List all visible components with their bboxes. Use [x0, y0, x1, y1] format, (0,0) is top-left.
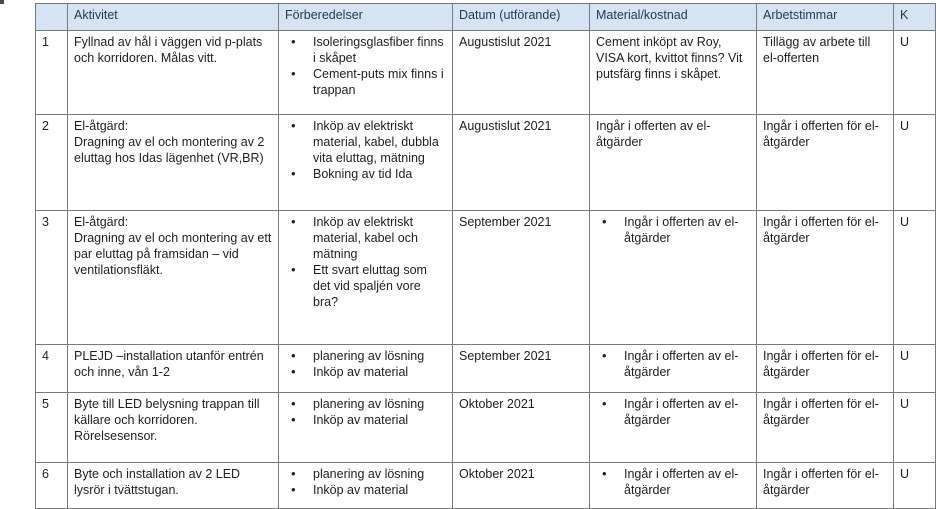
cell-material [590, 211, 757, 345]
cell-arbetstimmar: Ingår i offerten för el-åtgärder [757, 115, 894, 211]
cell-datum: Augustislut 2021 [453, 31, 590, 115]
cell-material [590, 345, 757, 393]
cell-forberedelser-list [285, 348, 446, 380]
aktivitet-line: Dragning av el och montering av ett par eluttag på framsidan – vid ventilationsfläkt. [74, 231, 272, 277]
cell-material [590, 463, 757, 509]
list-item: • Ingår i offerten av el-åtgärder [614, 214, 750, 246]
cell-aktivitet [68, 345, 279, 393]
cell-datum: Oktober 2021 [453, 463, 590, 509]
list-item: • Ingår i offerten av el-åtgärder [614, 348, 750, 380]
cell-aktivitet [68, 31, 279, 115]
header-num [36, 4, 68, 31]
table-row [36, 393, 936, 463]
cell-material: Ingår i offerten av el-åtgärder [590, 115, 757, 211]
cell-datum: Augustislut 2021 [453, 115, 590, 211]
header-forberedelser: Förberedelser [279, 4, 453, 31]
header-row [36, 4, 936, 31]
page-corner-marker [0, 0, 4, 4]
aktivitet-line: Byte till LED belysning trappan till källare och korridoren. Rörelsesensor. [74, 397, 260, 443]
row-number: 4 [36, 345, 68, 393]
table-row [36, 345, 936, 393]
cell-forberedelser [279, 115, 453, 211]
cell-aktivitet [68, 115, 279, 211]
aktivitet-line: Fyllnad av hål i väggen vid p-plats och korridoren. Målas vitt. [74, 35, 263, 65]
table-row [36, 115, 936, 211]
cell-material-list [596, 396, 750, 428]
aktivitet-line: Dragning av el och montering av 2 eluttag hos Idas lägenhet (VR,BR) [74, 135, 265, 165]
row-number: 5 [36, 393, 68, 463]
row-number: 3 [36, 211, 68, 345]
cell-cut-column: U [894, 211, 936, 345]
cell-material-list [596, 466, 750, 498]
header-aktivitet: Aktivitet [68, 4, 279, 31]
list-item: • Inköp av material [303, 482, 446, 498]
cell-arbetstimmar: Ingår i offerten för el-åtgärder [757, 211, 894, 345]
header-datum: Datum (utförande) [453, 4, 590, 31]
list-item: • planering av lösning [303, 466, 446, 482]
header-cut-column: K [894, 4, 936, 31]
list-item: • Cement-puts mix finns i trappan [303, 66, 446, 98]
cell-arbetstimmar: Ingår i offerten för el-åtgärder [757, 463, 894, 509]
cell-material-list [596, 214, 750, 246]
cell-cut-column: U [894, 31, 936, 115]
cell-forberedelser-list [285, 214, 446, 310]
cell-datum: September 2021 [453, 211, 590, 345]
cell-datum: September 2021 [453, 345, 590, 393]
cell-forberedelser [279, 393, 453, 463]
row-number: 6 [36, 463, 68, 509]
aktivitet-line: El-åtgärd: [74, 215, 129, 229]
cell-forberedelser-list [285, 118, 446, 182]
list-item: • planering av lösning [303, 348, 446, 364]
cell-aktivitet [68, 211, 279, 345]
table-row [36, 211, 936, 345]
cell-cut-column: U [894, 115, 936, 211]
list-item: • Bokning av tid Ida [303, 166, 446, 182]
cell-arbetstimmar: Ingår i offerten för el-åtgärder [757, 393, 894, 463]
cell-forberedelser-list [285, 466, 446, 498]
aktivitet-line: El-åtgärd: [74, 119, 129, 133]
list-item: • planering av lösning [303, 396, 446, 412]
cell-forberedelser [279, 463, 453, 509]
table-row [36, 463, 936, 509]
list-item: • Inköp av elektriskt material, kabel, dubbla vita eluttag, mätning [303, 118, 446, 166]
header-arbetstimmar: Arbetstimmar [757, 4, 894, 31]
cell-material [590, 393, 757, 463]
cell-aktivitet [68, 463, 279, 509]
list-item: • Inköp av material [303, 364, 446, 380]
cell-forberedelser [279, 345, 453, 393]
list-item: • Ingår i offerten av el-åtgärder [614, 396, 750, 428]
cell-aktivitet [68, 393, 279, 463]
cell-forberedelser-list [285, 34, 446, 98]
row-number: 2 [36, 115, 68, 211]
list-item: • Ingår i offerten av el-åtgärder [614, 466, 750, 498]
cell-material: Cement inköpt av Roy, VISA kort, kvittot finns? Vit putsfärg finns i skåpet. [590, 31, 757, 115]
header-material: Material/kostnad [590, 4, 757, 31]
cell-arbetstimmar: Ingår i offerten för el-åtgärder [757, 345, 894, 393]
cell-forberedelser [279, 211, 453, 345]
cell-forberedelser-list [285, 396, 446, 428]
table-row [36, 31, 936, 115]
row-number: 1 [36, 31, 68, 115]
cell-arbetstimmar: Tillägg av arbete till el-offerten [757, 31, 894, 115]
aktivitet-line: Byte och installation av 2 LED lysrör i tvättstugan. [74, 467, 241, 497]
activity-table [35, 3, 936, 509]
list-item: • Ett svart eluttag som det vid spaljén vore bra? [303, 262, 446, 310]
cell-datum: Oktober 2021 [453, 393, 590, 463]
list-item: • Isoleringsglasfiber finns i skåpet [303, 34, 446, 66]
aktivitet-line: PLEJD –installation utanför entrén och inne, vån 1-2 [74, 349, 264, 379]
cell-cut-column: U [894, 345, 936, 393]
cell-cut-column: U [894, 393, 936, 463]
cell-forberedelser [279, 31, 453, 115]
list-item: • Inköp av elektriskt material, kabel och mätning [303, 214, 446, 262]
cell-material-list [596, 348, 750, 380]
cell-cut-column: U [894, 463, 936, 509]
list-item: • Inköp av material [303, 412, 446, 428]
